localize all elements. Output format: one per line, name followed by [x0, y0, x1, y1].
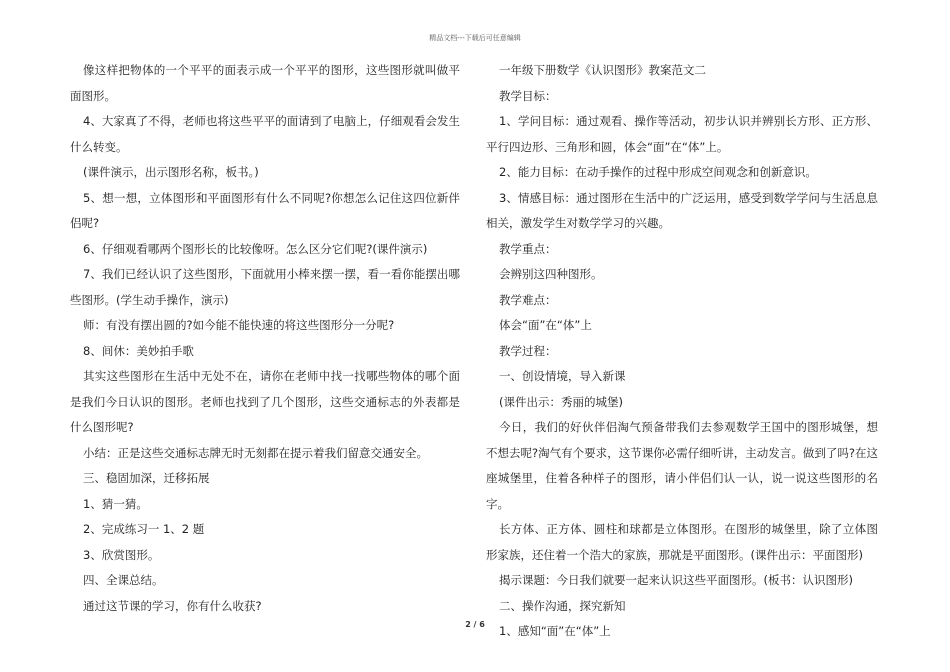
paragraph: 2、能力目标：在动手操作的过程中形成空间观念和创新意识。	[499, 165, 817, 179]
paragraph: 5、想一想，立体图形和平面图形有什么不同呢?你想怎么记住这四位新伴侣呢?	[70, 190, 460, 230]
left-column	[70, 58, 460, 619]
paragraph: 1、学问目标：通过观看、操作等活动，初步认识并辨别长方形、正方形、平行四边形、三角形和圆，体会“面”在“体”上。	[486, 114, 878, 154]
paragraph: 6、仔细观看哪两个图形长的比较像呀。怎么区分它们呢?(课件演示)	[83, 241, 428, 256]
paragraph: 小结：正是这些交通标志牌无时无刻都在提示着我们留意交通安全。	[83, 445, 428, 460]
paragraph: 像这样把物体的一个平平的面表示成一个平平的图形，这些图形就叫做平面图形。	[70, 63, 460, 103]
paragraph: 1、猜一猜。	[83, 496, 148, 511]
page-number: 2 / 6	[465, 620, 485, 629]
paragraph: 长方体、正方体、圆柱和球都是立体图形。在图形的城堡里，除了立体图形家族，还住着一个浩大的家族，那就是平面图形。(课件出示：平面图形)	[486, 522, 878, 562]
paragraph: 3、欣赏图形。	[83, 547, 160, 562]
section-heading: 教学过程：	[499, 343, 557, 358]
paragraph: 通过这节课的学习，你有什么收获?	[83, 598, 262, 613]
paragraph: 今日，我们的好伙伴侣淘气预备带我们去参观数学王国中的图形城堡，想不想去呢?淘气有个要求，这节课你必需仔细听讲，主动发言。做到了吗?在这座城堡里，住着各种样子的图形，请小伴侣们认一认，说一说这些图形的名字。	[486, 420, 878, 511]
document-title: 一年级下册数学《认识图形》教案范文二	[499, 63, 706, 77]
paragraph: 8、间休：美妙拍手歌	[83, 343, 194, 358]
section-heading: 教学难点：	[499, 292, 557, 307]
paragraph: 会辨别这四种图形。	[499, 267, 603, 281]
paragraph: 4、大家真了不得，老师也将这些平平的面请到了电脑上，仔细观看会发生什么转变。	[70, 114, 460, 154]
paragraph: 3、情感目标：通过图形在生活中的广泛运用，感受到数学学问与生活息息相关，激发学生对数学学习的兴趣。	[486, 190, 878, 230]
paragraph: (课件演示，出示图形名称，板书。)	[83, 165, 259, 179]
paragraph: 1、感知“面”在“体”上	[499, 624, 611, 638]
paragraph: (课件出示：秀丽的城堡)	[499, 394, 623, 409]
section-heading: 一、创设情境，导入新课	[499, 369, 626, 383]
paragraph: 体会“面”在“体”上	[499, 318, 592, 332]
paragraph: 师：有没有摆出圆的?如今能不能快速的将这些图形分一分呢?	[83, 318, 395, 332]
section-heading: 四、全课总结。	[83, 573, 164, 587]
paragraph: 2、完成练习一 1、2 题	[83, 522, 205, 536]
paragraph: 揭示课题：今日我们就要一起来认识这些平面图形。(板书：认识图形)	[499, 573, 853, 587]
paragraph: 其实这些图形在生活中无处不在，请你在老师中找一找哪些物体的哪个面是我们今日认识的图形。老师也找到了几个图形，这些交通标志的外表都是什么图形呢?	[70, 369, 460, 434]
section-heading: 三、稳固加深，迁移拓展	[83, 471, 210, 485]
right-column	[486, 58, 878, 645]
paragraph: 7、我们已经认识了这些图形，下面就用小棒来摆一摆，看一看你能摆出哪些图形。(学生动手操作，演示)	[70, 267, 460, 307]
page-header: 精品文档---下载后可任意编辑	[429, 34, 521, 42]
section-heading: 教学重点：	[499, 241, 557, 256]
section-heading: 二、操作沟通，探究新知	[499, 598, 626, 613]
section-heading: 教学目标：	[499, 88, 557, 103]
